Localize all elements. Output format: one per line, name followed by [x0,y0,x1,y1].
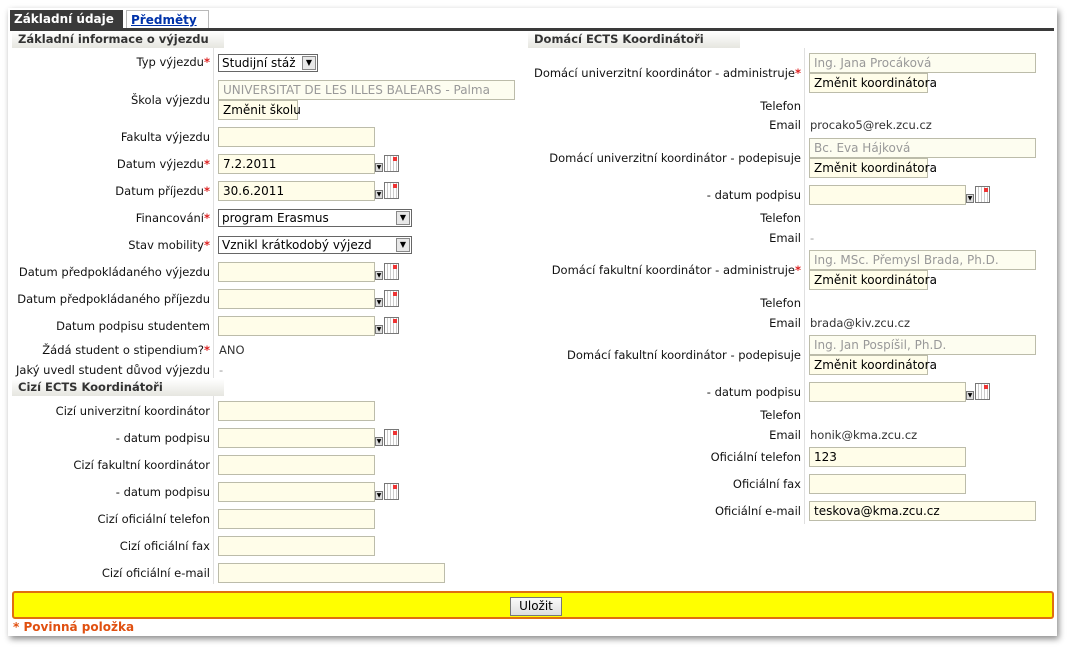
label-oficialni-fax: Oficiální fax [732,477,801,491]
datum-predpokladaneho-prijezdu-input[interactable] [218,289,375,309]
label-telefon: Telefon [760,408,801,422]
datum-prijezdu-input[interactable]: 30.6.2011 [218,181,375,201]
fak-podpis-email: honik@kma.zcu.cz [810,428,918,442]
label-telefon: Telefon [760,211,801,225]
label-oficialni-telefon: Oficiální telefon [710,450,801,464]
datum-predpokladaneho-vyjezdu-input[interactable] [218,262,375,282]
calendar-icon[interactable]: ▼ [375,182,399,200]
right-separator [804,48,805,524]
label-duvod: Jaký uvedl student důvod výjezdu [16,363,210,377]
left-separator [213,48,214,378]
calendar-icon[interactable]: ▼ [375,290,399,308]
calendar-icon[interactable]: ▼ [375,263,399,281]
chevron-down-icon: ▼ [302,56,316,70]
uni-admin-input: Ing. Jana Procáková [809,53,1036,73]
label-email: Email [769,316,801,330]
calendar-icon[interactable]: ▼ [375,429,399,447]
fak-podpis-datum-input[interactable] [809,382,966,402]
label-uni-podpis: Domácí univerzitní koordinátor - podepisuje [549,151,801,165]
label-fak-podpis: Domácí fakultní koordinátor - podepisuje [566,348,801,362]
uni-podpis-email: - [810,231,815,245]
fak-admin-input: Ing. MSc. Přemysl Brada, Ph.D. [809,250,1036,270]
zmenit-koordinatora-button[interactable]: Změnit koordinátora [809,158,928,178]
label-skola-vyjezdu: Škola výjezdu [131,93,210,107]
save-bar [12,591,1054,619]
calendar-icon[interactable]: ▼ [375,317,399,335]
typ-vyjezdu-select[interactable]: Studijní stáž ▼ [218,54,318,72]
label-email: Email [769,428,801,442]
uni-admin-email: procako5@rek.zcu.cz [810,118,932,132]
label-cizi-tel: Cizí oficiální telefon [97,512,210,526]
stipendium-value: ANO [219,343,245,357]
calendar-icon[interactable]: ▼ [966,383,990,401]
zmenit-koordinatora-button[interactable]: Změnit koordinátora [809,73,928,93]
calendar-icon[interactable]: ▼ [966,186,990,204]
tab-predmety[interactable]: Předměty [126,10,209,29]
label-podpis-student: Datum podpisu studentem [56,319,210,333]
label-cizi-uni-datum: - datum podpisu [115,431,210,445]
label-fakulta-vyjezdu: Fakulta výjezdu [120,130,210,144]
label-telefon: Telefon [760,99,801,113]
cizi-fakultni-koordinator-input[interactable] [218,455,375,475]
fakulta-vyjezdu-input[interactable] [218,127,375,147]
datum-vyjezdu-input[interactable]: 7.2.2011 [218,154,375,174]
cizi-uni-datum-podpisu-input[interactable] [218,428,375,448]
label-pred-prijezd: Datum předpokládaného příjezdu [17,292,210,306]
oficialni-telefon-input[interactable]: 123 [809,447,966,467]
cizi-oficialni-email-input[interactable] [218,563,445,583]
label-datum-vyjezdu: Datum výjezdu* [116,157,210,171]
financovani-select[interactable]: program Erasmus ▼ [218,209,412,227]
label-cizi-fax: Cizí oficiální fax [119,539,210,553]
cizi-oficialni-telefon-input[interactable] [218,509,375,529]
skola-vyjezdu-input: UNIVERSITAT DE LES ILLES BALEARS - Palma [218,80,515,100]
label-cizi-fak-datum: - datum podpisu [115,485,210,499]
zmenit-koordinatora-button[interactable]: Změnit koordinátora [809,355,928,375]
label-email: Email [769,231,801,245]
label-typ-vyjezdu: Typ výjezdu* [136,55,210,69]
label-cizi-fak: Cizí fakultní koordinátor [73,458,210,472]
oficialni-email-input[interactable]: teskova@kma.zcu.cz [809,501,1036,521]
tab-zakladni-udaje[interactable]: Základní údaje [10,10,123,29]
calendar-icon[interactable]: ▼ [375,155,399,173]
cizi-fak-datum-podpisu-input[interactable] [218,482,375,502]
label-fak-admin: Domácí fakultní koordinátor - administruje* [551,263,801,277]
zmenit-koordinatora-button[interactable]: Změnit koordinátora [809,270,928,290]
label-email: Email [769,118,801,132]
zmenit-skolu-button[interactable]: Změnit školu [218,100,298,120]
required-note: * Povinná položka [13,620,135,634]
label-cizi-email: Cizí oficiální e-mail [101,566,210,580]
oficialni-fax-input[interactable] [809,474,966,494]
section-cizi-koordinatori: Cizí ECTS Koordinátoři [12,379,224,396]
label-pred-vyjezd: Datum předpokládaného výjezdu [18,265,210,279]
label-financovani: Financování* [135,211,210,225]
label-telefon: Telefon [760,296,801,310]
left-separator-2 [213,396,214,584]
section-domaci-koordinatori: Domácí ECTS Koordinátoři [528,31,740,48]
cizi-univerzitni-koordinator-input[interactable] [218,401,375,421]
chevron-down-icon: ▼ [396,211,410,225]
label-datum-podpisu: - datum podpisu [706,188,801,202]
save-button[interactable]: Uložit [510,597,562,616]
fak-podpis-input: Ing. Jan Pospíšil, Ph.D. [809,335,1036,355]
label-stav-mobility: Stav mobility* [128,238,210,252]
datum-podpisu-studentem-input[interactable] [218,316,375,336]
label-uni-admin: Domácí univerzitní koordinátor - administruje* [533,66,801,80]
fak-admin-email: brada@kiv.zcu.cz [810,316,911,330]
label-oficialni-email: Oficiální e-mail [714,504,801,518]
uni-podpis-datum-input[interactable] [809,185,966,205]
duvod-value: - [219,363,224,377]
label-cizi-uni: Cizí univerzitní koordinátor [55,404,210,418]
section-zakladni-informace: Základní informace o výjezdu [12,31,224,48]
stav-mobility-select[interactable]: Vznikl krátkodobý výjezd ▼ [218,236,412,254]
label-stipendium: Žádá student o stipendium?* [42,343,210,357]
calendar-icon[interactable]: ▼ [375,483,399,501]
uni-podpis-input: Bc. Eva Hájková [809,138,1036,158]
label-datum-prijezdu: Datum příjezdu* [115,184,210,198]
chevron-down-icon: ▼ [396,238,410,252]
cizi-oficialni-fax-input[interactable] [218,536,375,556]
label-datum-podpisu: - datum podpisu [706,385,801,399]
